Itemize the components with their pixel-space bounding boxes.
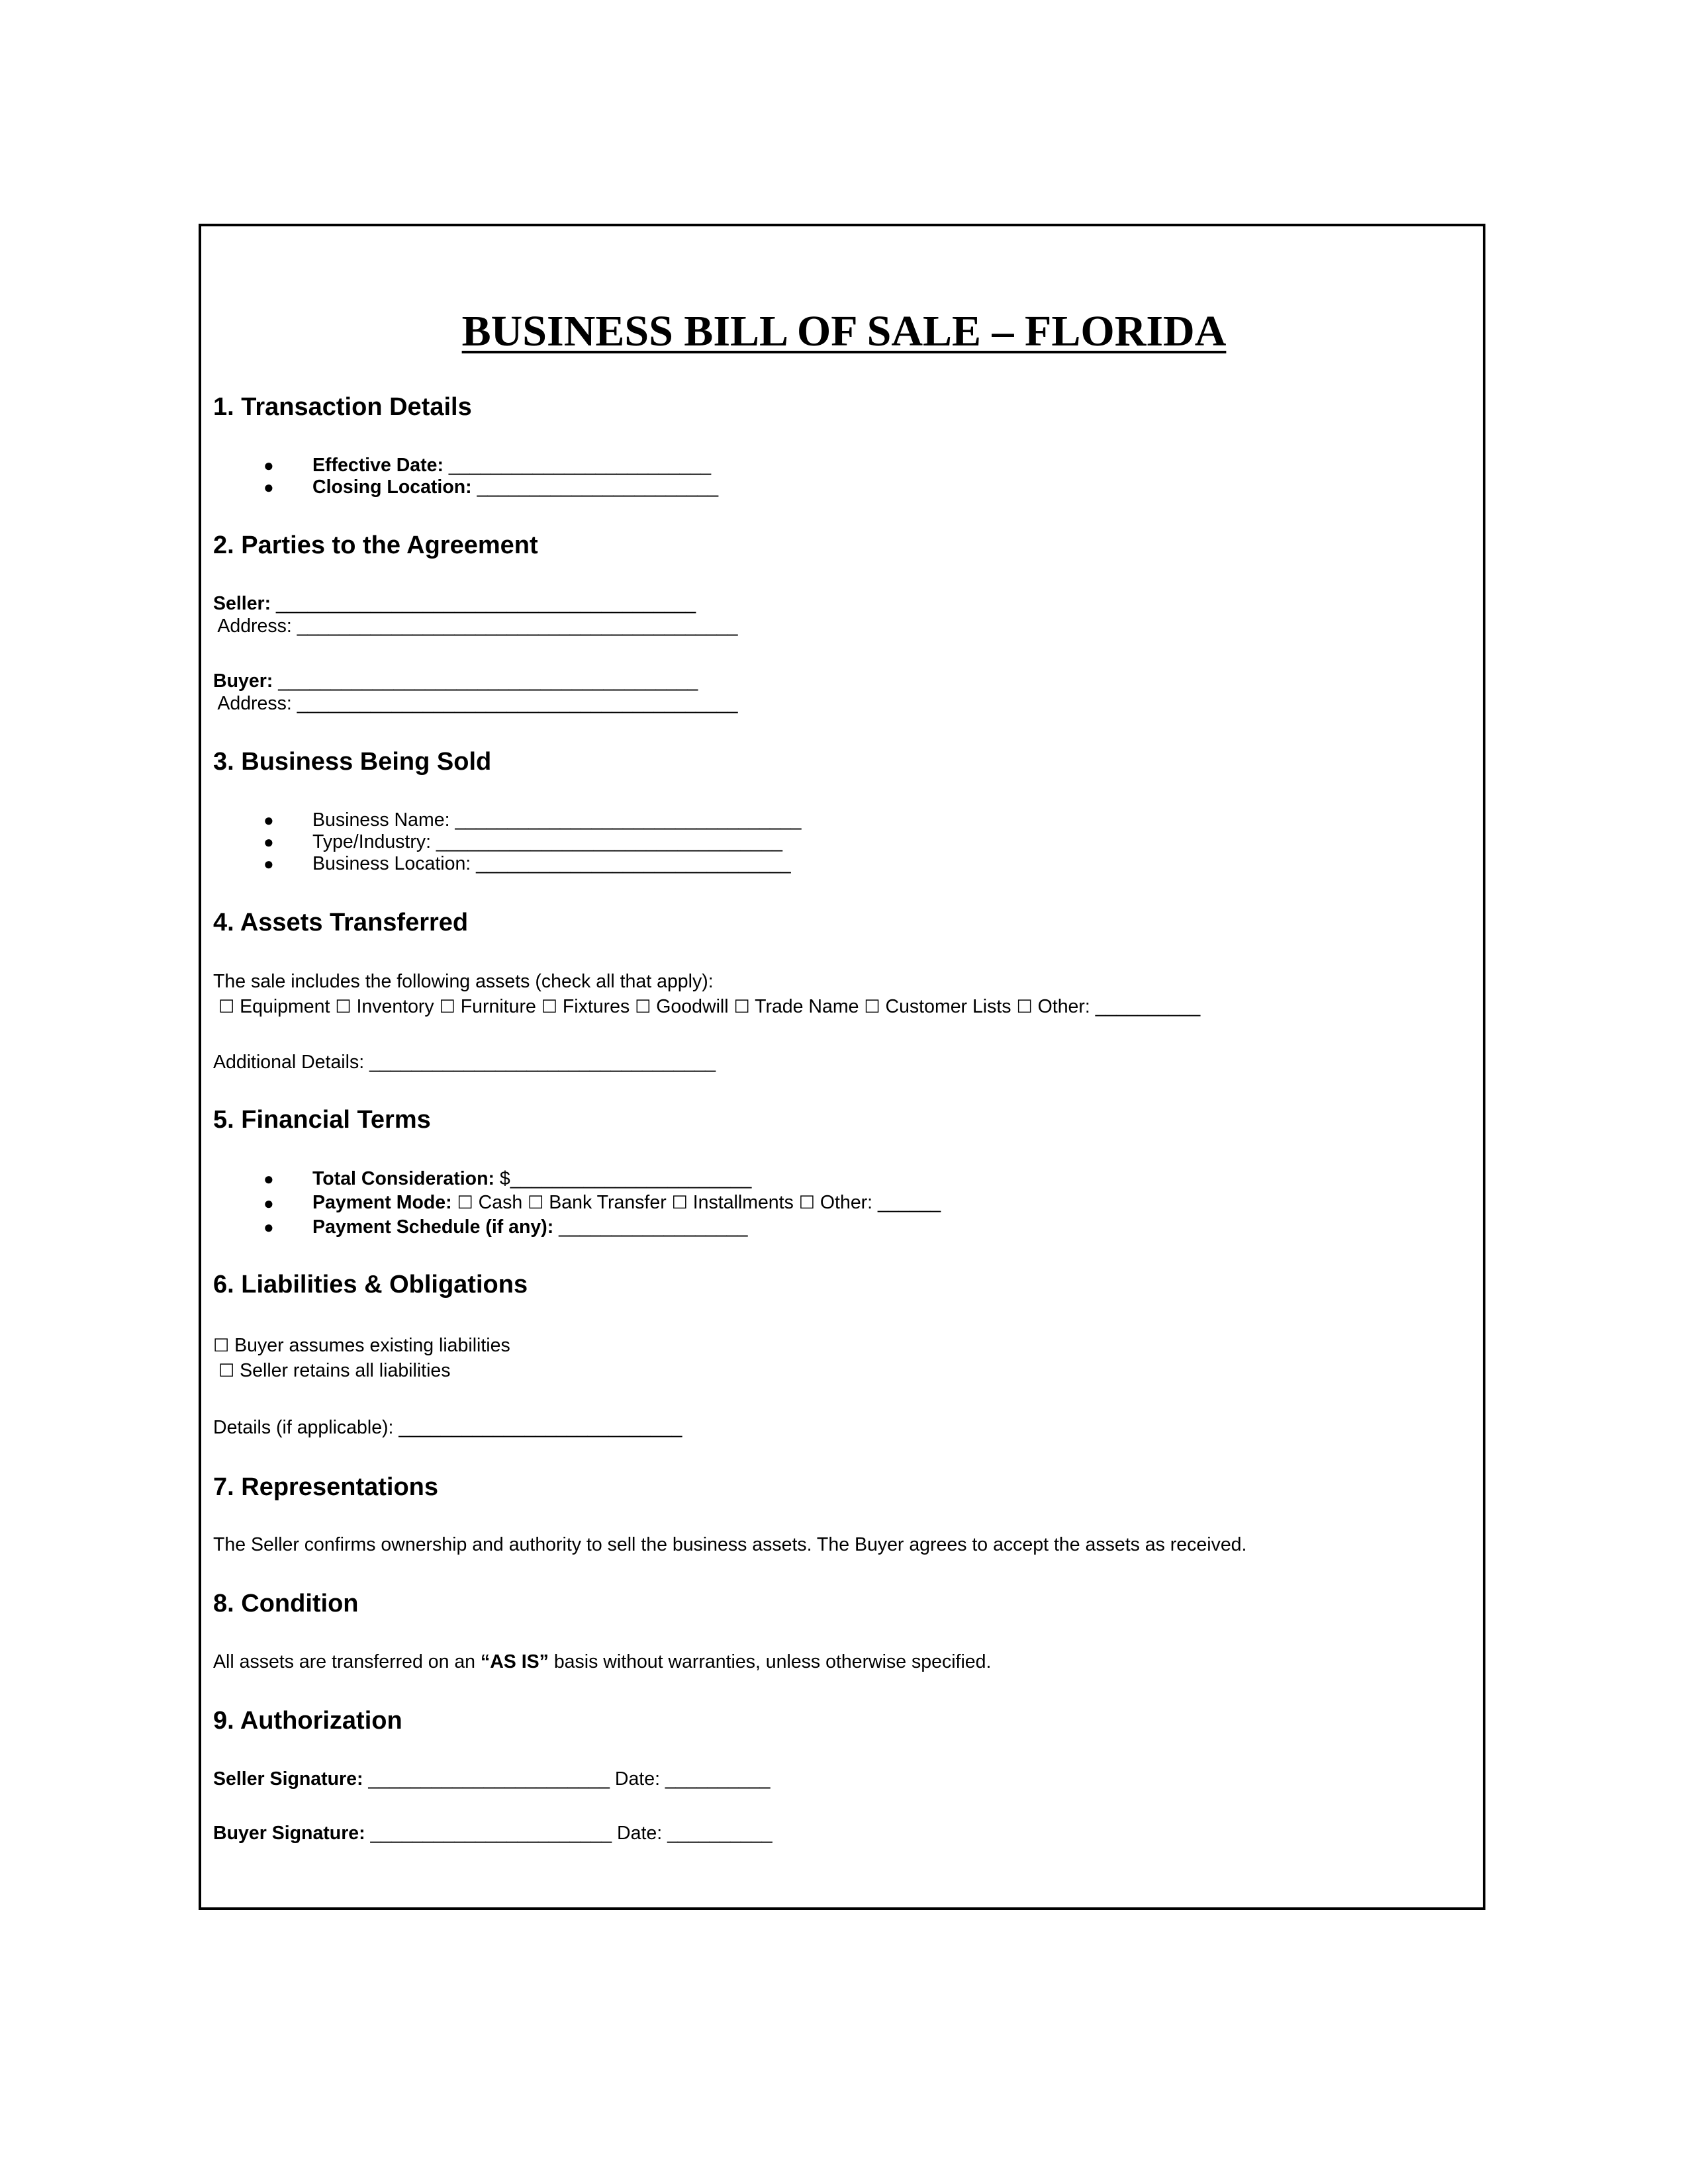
condition-text-end: basis without warranties, unless otherwise specified.: [548, 1651, 992, 1672]
checkbox-icon[interactable]: ☐: [218, 997, 235, 1017]
checkbox-icon[interactable]: ☐: [798, 1193, 815, 1213]
business-location-field[interactable]: Business Location: ______________________________: [312, 853, 791, 874]
checkbox-icon[interactable]: ☐: [733, 997, 750, 1017]
buyer-signature-line: [213, 1824, 773, 1843]
bullet-icon: ●: [263, 477, 274, 497]
bullet-icon: ●: [263, 1193, 274, 1213]
seller-address-field[interactable]: Address: __________________________________________: [213, 615, 738, 637]
buyer-signature-label: Buyer Signature:: [213, 1823, 365, 1844]
checkbox-icon[interactable]: ☐: [439, 997, 455, 1017]
effective-date-line: [312, 456, 711, 475]
liabilities-details-field[interactable]: Details (if applicable): ___________________________: [213, 1417, 682, 1438]
section-heading-financial-terms: 5. Financial Terms: [213, 1106, 431, 1134]
asset-option-fixtures: Fixtures: [557, 996, 635, 1017]
payment-mode-label: Payment Mode:: [312, 1192, 452, 1213]
buyer-label: Buyer:: [213, 670, 273, 692]
total-consideration-field[interactable]: $_______________________: [494, 1168, 752, 1189]
buyer-signature-field[interactable]: _______________________ Date: __________: [365, 1823, 773, 1844]
bullet-icon: ●: [263, 832, 274, 852]
liability-option-buyer-label: Buyer assumes existing liabilities: [229, 1335, 510, 1356]
bullet-icon: ●: [263, 455, 274, 475]
liability-option-buyer[interactable]: [213, 1336, 510, 1355]
checkbox-icon[interactable]: ☐: [335, 997, 352, 1017]
section-heading-parties: 2. Parties to the Agreement: [213, 531, 538, 559]
checkbox-icon[interactable]: ☐: [528, 1193, 544, 1213]
checkbox-icon[interactable]: ☐: [671, 1193, 688, 1213]
closing-location-label: Closing Location:: [312, 477, 472, 498]
checkbox-icon[interactable]: ☐: [1016, 997, 1033, 1017]
as-is-term: “AS IS”: [480, 1651, 549, 1672]
liability-option-seller-label: Seller retains all liabilities: [234, 1360, 451, 1381]
effective-date-label: Effective Date:: [312, 455, 444, 476]
effective-date-field[interactable]: _________________________: [443, 455, 712, 476]
asset-option-equipment: Equipment: [234, 996, 336, 1017]
asset-option-inventory: Inventory: [351, 996, 440, 1017]
payment-schedule-label: Payment Schedule (if any):: [312, 1216, 554, 1238]
seller-label: Seller:: [213, 593, 271, 614]
checkbox-icon[interactable]: ☐: [541, 997, 557, 1017]
total-consideration-line: [312, 1169, 751, 1189]
business-name-field[interactable]: Business Name: _________________________________: [312, 809, 802, 831]
asset-option-customer-lists: Customer Lists: [880, 996, 1017, 1017]
condition-text: [213, 1653, 991, 1672]
checkbox-icon[interactable]: ☐: [635, 997, 651, 1017]
asset-option-other[interactable]: Other: __________: [1032, 996, 1201, 1017]
payment-option-cash: Cash: [473, 1192, 528, 1213]
checkbox-icon[interactable]: ☐: [457, 1193, 473, 1213]
additional-details-field[interactable]: Additional Details: _________________________________: [213, 1052, 716, 1073]
payment-option-installments: Installments: [687, 1192, 799, 1213]
buyer-field[interactable]: ________________________________________: [273, 670, 698, 692]
seller-field[interactable]: ________________________________________: [271, 593, 696, 614]
type-industry-field[interactable]: Type/Industry: _________________________________: [312, 831, 782, 852]
payment-mode-line: [312, 1193, 941, 1212]
liability-option-seller[interactable]: [218, 1361, 451, 1381]
bullet-icon: ●: [263, 854, 274, 874]
bullet-icon: ●: [263, 810, 274, 830]
seller-signature-label: Seller Signature:: [213, 1768, 363, 1790]
section-heading-representations: 7. Representations: [213, 1473, 438, 1501]
closing-location-line: [312, 478, 718, 497]
representations-text: The Seller confirms ownership and authority to sell the business assets. The Buyer agrees to accept the assets as received.: [213, 1534, 1247, 1555]
assets-intro: The sale includes the following assets (check all that apply):: [213, 971, 714, 992]
checkbox-icon[interactable]: ☐: [218, 1361, 235, 1381]
payment-schedule-field[interactable]: __________________: [553, 1216, 748, 1238]
checkbox-icon[interactable]: ☐: [864, 997, 880, 1017]
bullet-icon: ●: [263, 1217, 274, 1237]
payment-option-bank-transfer: Bank Transfer: [543, 1192, 672, 1213]
section-heading-authorization: 9. Authorization: [213, 1707, 402, 1735]
document-title: BUSINESS BILL OF SALE – FLORIDA: [461, 307, 1227, 355]
section-heading-assets-transferred: 4. Assets Transferred: [213, 909, 469, 936]
section-heading-business-being-sold: 3. Business Being Sold: [213, 748, 492, 776]
section-heading-condition: 8. Condition: [213, 1590, 359, 1617]
checkbox-icon[interactable]: ☐: [213, 1336, 230, 1356]
total-consideration-label: Total Consideration:: [312, 1168, 494, 1189]
section-heading-transaction-details: 1. Transaction Details: [213, 393, 472, 421]
section-heading-liabilities: 6. Liabilities & Obligations: [213, 1271, 528, 1298]
asset-options-line: [218, 997, 1200, 1017]
seller-signature-line: [213, 1770, 770, 1789]
seller-signature-field[interactable]: _______________________ Date: __________: [363, 1768, 771, 1790]
buyer-address-field[interactable]: Address: __________________________________________: [213, 693, 738, 714]
bullet-icon: ●: [263, 1169, 274, 1189]
payment-schedule-line: [312, 1218, 748, 1237]
seller-line: [213, 594, 696, 614]
closing-location-field[interactable]: _______________________: [471, 477, 719, 498]
asset-option-goodwill: Goodwill: [651, 996, 734, 1017]
payment-option-other[interactable]: Other: ______: [814, 1192, 941, 1213]
condition-text-start: All assets are transferred on an: [213, 1651, 481, 1672]
asset-option-furniture: Furniture: [455, 996, 541, 1017]
buyer-line: [213, 672, 698, 691]
asset-option-trade-name: Trade Name: [749, 996, 865, 1017]
